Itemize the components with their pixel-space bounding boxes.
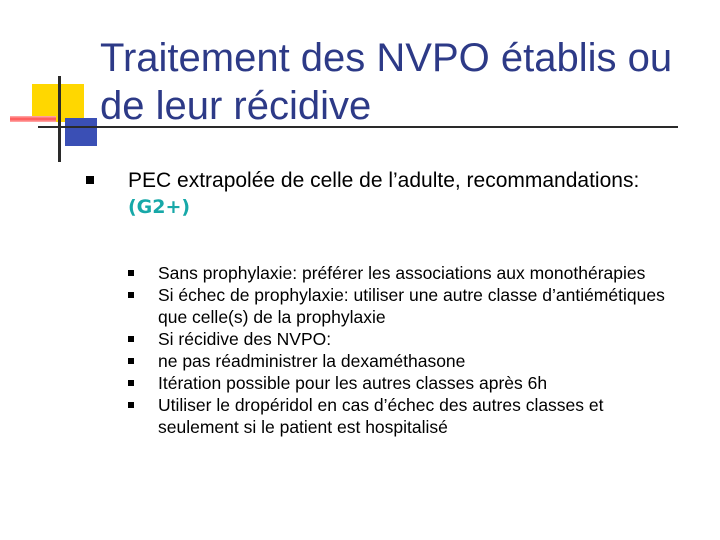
square-bullet-icon	[128, 292, 134, 298]
sub-bullet-item	[128, 328, 688, 350]
square-bullet-icon	[128, 358, 134, 364]
sub-bullet-text: Itération possible pour les autres classes après 6h	[158, 373, 548, 393]
sub-bullet-item	[128, 372, 688, 394]
square-bullet-icon	[128, 336, 134, 342]
sub-bullet-text: Sans prophylaxie: préférer les associations aux monothérapies	[158, 263, 646, 283]
sub-bullet-item	[128, 262, 688, 284]
sub-bullet-text: Si récidive des NVPO:	[158, 329, 332, 349]
decor-blue-square	[65, 118, 97, 146]
main-point-text: PEC extrapolée de celle de l’adulte, recommandations:	[128, 169, 640, 192]
square-bullet-icon	[128, 402, 134, 408]
square-bullet-icon	[128, 270, 134, 276]
sub-bullet-text: ne pas réadministrer la dexaméthasone	[158, 351, 466, 371]
sub-bullet-list	[128, 262, 688, 438]
square-bullet-icon	[128, 380, 134, 386]
main-bullet	[86, 168, 686, 220]
sub-bullet-item	[128, 350, 688, 372]
sub-bullet-text: Si échec de prophylaxie: utiliser une autre classe d’antiémétiques que celle(s) de la prophylaxie	[158, 285, 665, 327]
recommendation-grade: (G2+)	[128, 196, 191, 218]
decor-red-line	[10, 116, 56, 122]
sub-bullet-item	[128, 394, 688, 438]
main-bullet-text	[128, 168, 686, 220]
decor-vertical-rule	[58, 76, 61, 162]
slide-title: Traitement des NVPO établis ou de leur récidive	[100, 36, 673, 128]
sub-bullet-text: Utiliser le dropéridol en cas d’échec des autres classes et seulement si le patient est hospitalisé	[158, 395, 604, 437]
sub-bullet-item	[128, 284, 688, 328]
square-bullet-icon	[86, 176, 94, 184]
